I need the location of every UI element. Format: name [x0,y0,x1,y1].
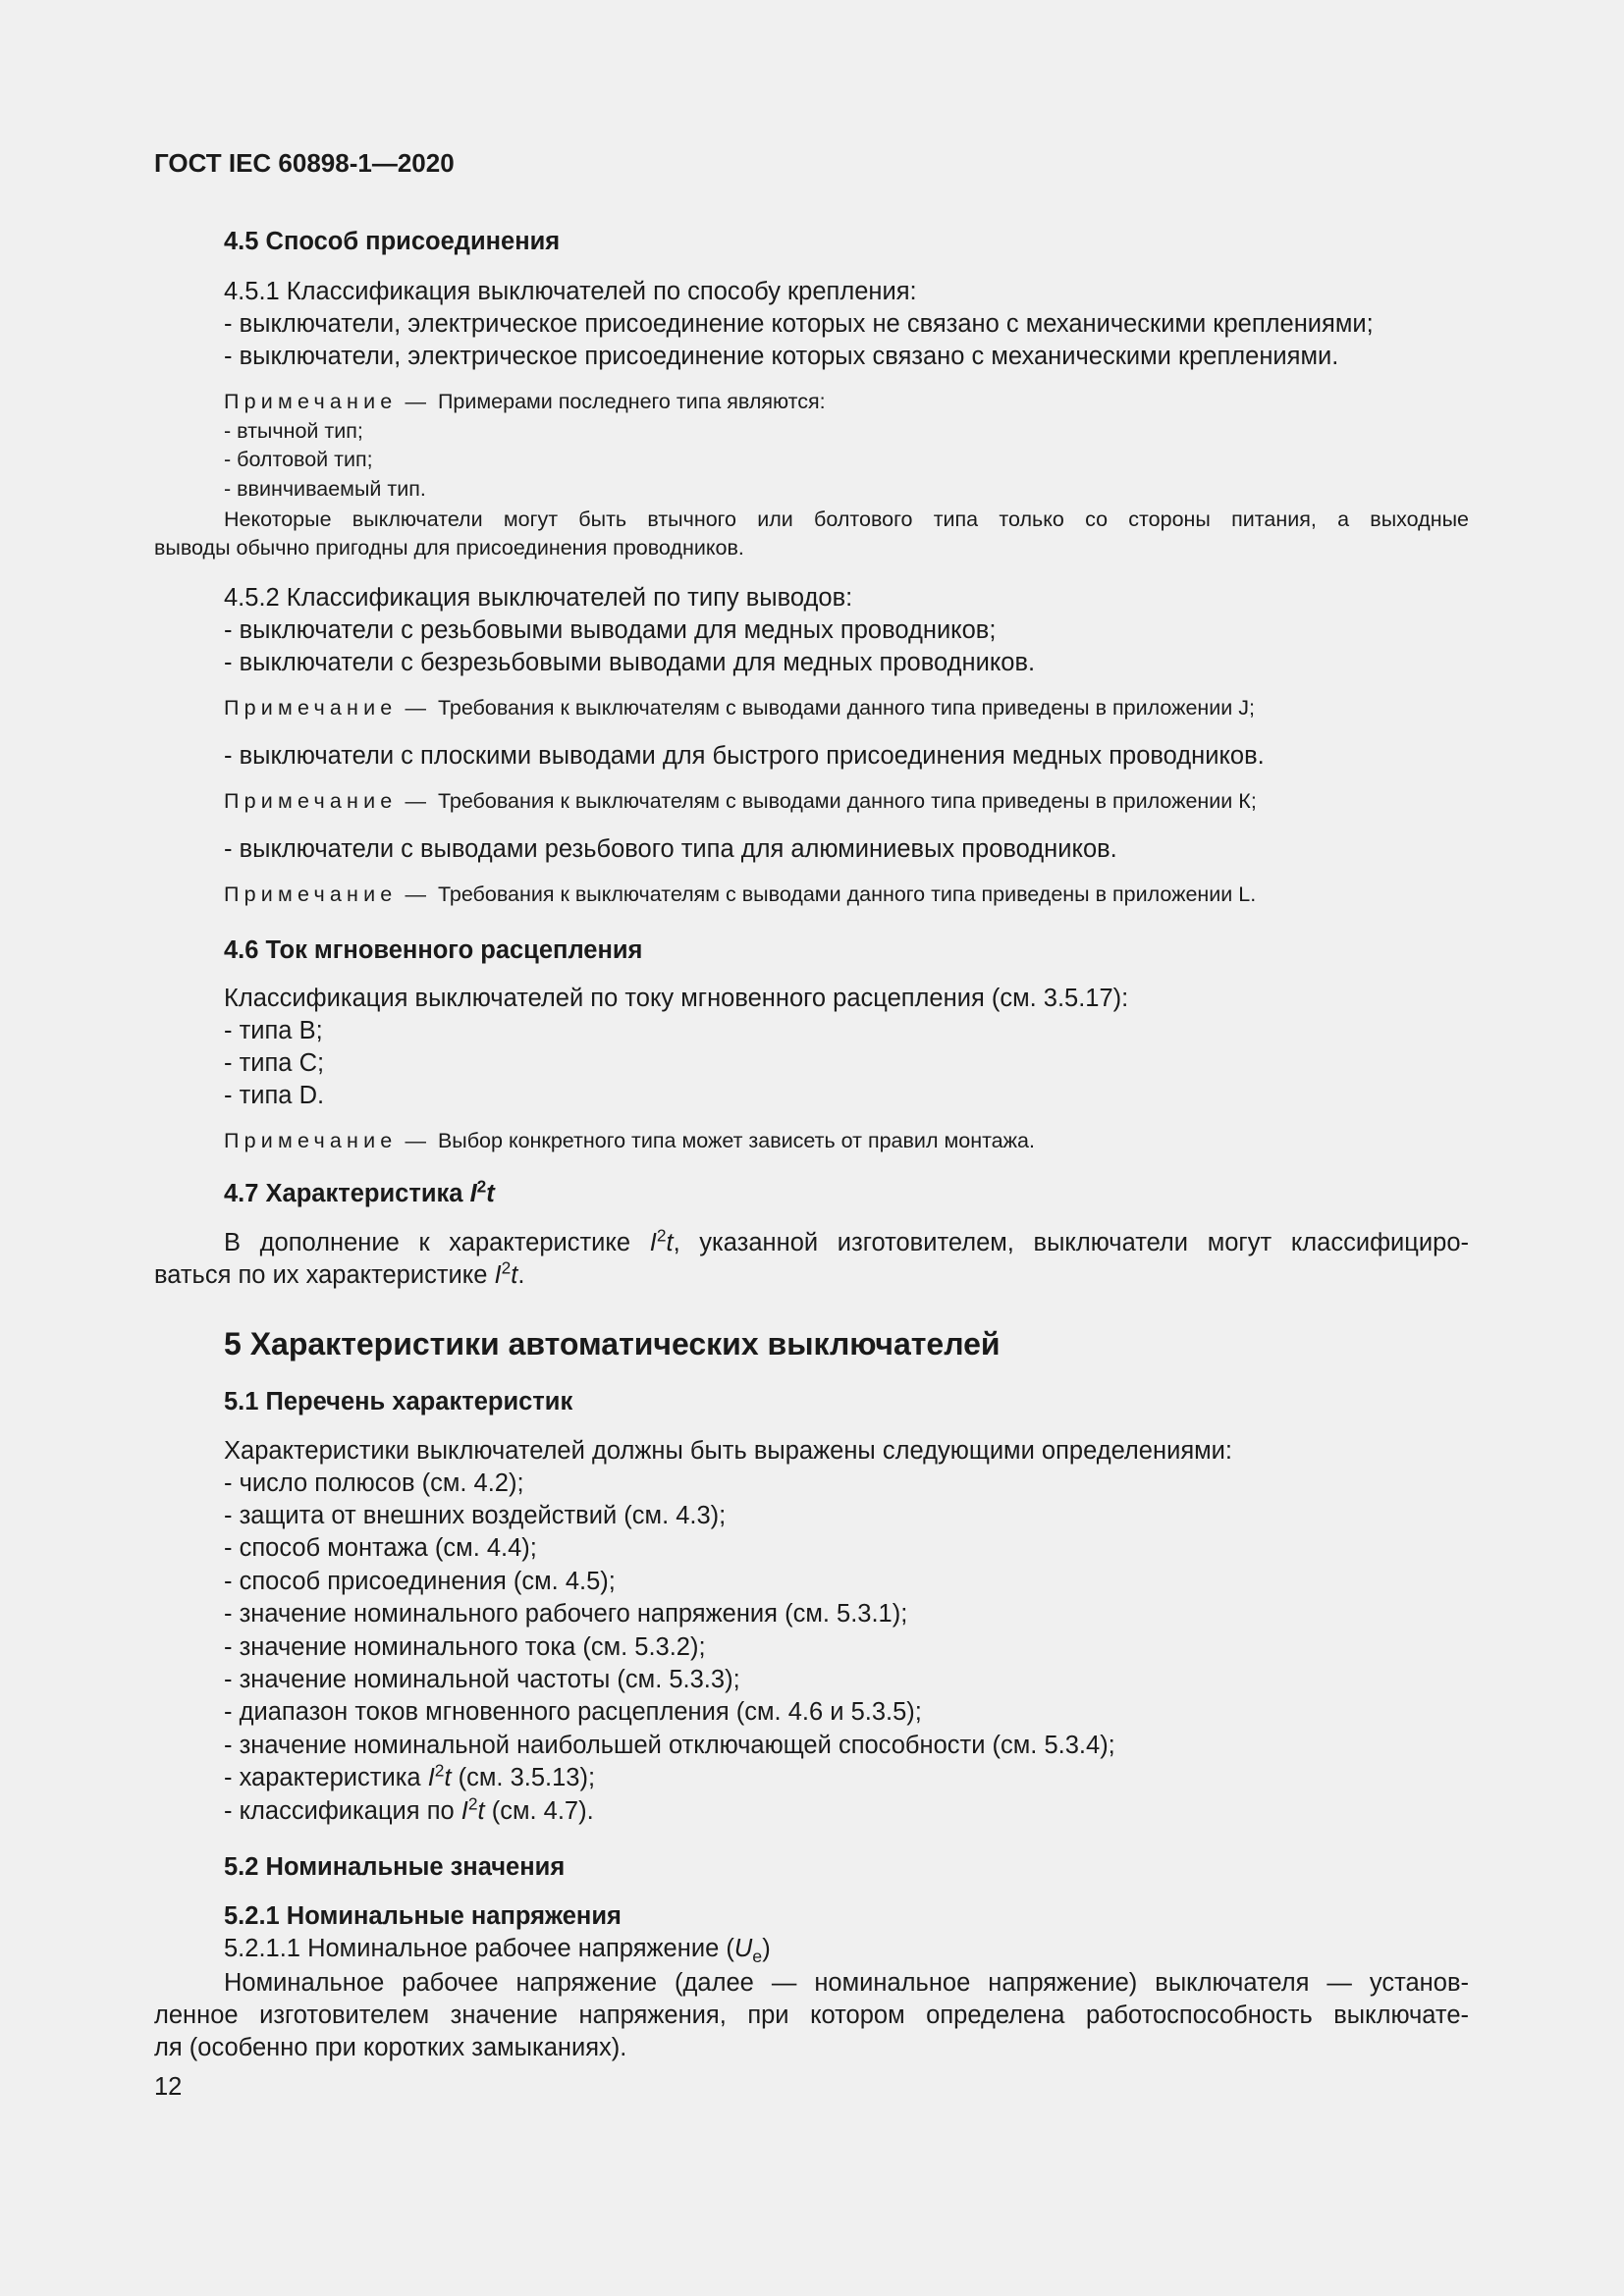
note-label: Примечание [224,696,398,720]
note [224,1126,1035,1155]
paragraph-5-2-1-1: 5.2.1.1 Номинальное рабочее напряжение $(U_e)$ [224,1935,771,1967]
note-item: - болтовой тип; [224,448,373,471]
note [224,786,1257,816]
section-4-5-title: 4.5 Способ присоединения [224,228,561,255]
note-item: - втычной тип; [224,419,363,443]
note-dash: — [405,1129,426,1152]
paragraph-4-7: В дополнение к характеристике $I^2t$, указанной изготовителем, выключатели могут классифициро- [224,1225,1470,1256]
note-text: Требования к выключателям с выводами данного типа приведены в приложении К; [437,789,1257,813]
paragraph-4-5-1: 4.5.1 Классификация выключателей по способу крепления: [224,278,917,305]
list-item: - характеристика $I^2t$ (см. 3.5.13); [224,1760,596,1791]
paragraph: Характеристики выключателей должны быть выражены следующими определениями: [224,1437,1232,1465]
list-item: - типа B; [224,1017,323,1044]
list-item: - выключатели с выводами резьбового типа для алюминиевых проводников. [224,835,1117,863]
paragraph-4-5-2: 4.5.2 Классификация выключателей по типу выводов: [224,584,853,612]
list-item: - число полюсов (см. 4.2); [224,1469,524,1497]
section-5-1-title: 5.1 Перечень характеристик [224,1388,573,1415]
note-item: - ввинчиваемый тип. [224,477,426,501]
paragraph: ленное изготовителем значение напряжения, при котором определена работоспособность выключате- [154,2002,1469,2029]
note-dash: — [405,789,426,813]
note-label: Примечание [224,1129,398,1152]
document-header: ГОСТ IEC 60898-1—2020 [154,148,455,178]
note-dash: — [405,882,426,906]
list-item: - способ присоединения (см. 4.5); [224,1568,616,1595]
list-item: - выключатели, электрическое присоединение которых не связано с механическими креплениями; [224,310,1374,338]
list-item: - выключатели с безрезьбовыми выводами для медных проводников. [224,649,1036,676]
list-item: - значение номинальной наибольшей отключающей способности (см. 5.3.4); [224,1732,1115,1759]
note-text: Примерами последнего типа являются: [437,390,826,413]
list-item: - выключатели с плоскими выводами для быстрого присоединения медных проводников. [224,742,1265,770]
list-item: - выключатели с резьбовыми выводами для медных проводников; [224,616,997,644]
section-5-2-1-title: 5.2.1 Номинальные напряжения [224,1902,622,1930]
list-item: - выключатели, электрическое присоединение которых связано с механическими креплениями. [224,343,1339,370]
note [224,880,1256,909]
note-label: Примечание [224,789,398,813]
note-dash: — [405,696,426,720]
section-4-7-title: 4.7 Характеристика $I^2t$ [224,1176,495,1207]
list-item: - значение номинального тока (см. 5.3.2); [224,1633,706,1661]
list-item: - способ монтажа (см. 4.4); [224,1534,537,1562]
paragraph: ля (особенно при коротких замыканиях). [154,2034,627,2061]
paragraph: Классификация выключателей по току мгновенного расцепления (см. 3.5.17): [224,985,1129,1012]
paragraph-4-7-cont: ваться по их характеристике $I^2t$. [154,1257,525,1289]
list-item: - классификация по $I^2t$ (см. 4.7). [224,1793,594,1825]
list-item: - значение номинального рабочего напряжения (см. 5.3.1); [224,1600,908,1628]
note-text: выводы обычно пригодны для присоединения проводников. [154,536,744,560]
note-text: Требования к выключателям с выводами данного типа приведены в приложении J; [437,696,1256,720]
note-text: Требования к выключателям с выводами данного типа приведены в приложении L. [437,882,1257,906]
note-label: Примечание [224,390,398,413]
note [224,693,1255,722]
section-4-6-title: 4.6 Ток мгновенного расцепления [224,936,643,964]
list-item: - защита от внешних воздействий (см. 4.3); [224,1502,727,1529]
list-item: - типа C; [224,1049,325,1077]
note-label: Примечание [224,882,398,906]
note [224,387,826,416]
paragraph: Номинальное рабочее напряжение (далее — номинальное напряжение) выключателя — установ- [224,1969,1469,1997]
list-item: - диапазон токов мгновенного расцепления (см. 4.6 и 5.3.5); [224,1698,922,1726]
note-text: Выбор конкретного типа может зависеть от правил монтажа. [437,1129,1035,1152]
section-5-title: 5 Характеристики автоматических выключателей [224,1326,1001,1362]
page-number: 12 [154,2073,183,2101]
list-item: - типа D. [224,1082,325,1109]
list-item: - значение номинальной частоты (см. 5.3.3); [224,1666,740,1693]
section-5-2-title: 5.2 Номинальные значения [224,1853,566,1881]
note-dash: — [405,390,426,413]
note-text: Некоторые выключатели могут быть втычного или болтового типа только со стороны питания, а выходные [224,507,1469,531]
